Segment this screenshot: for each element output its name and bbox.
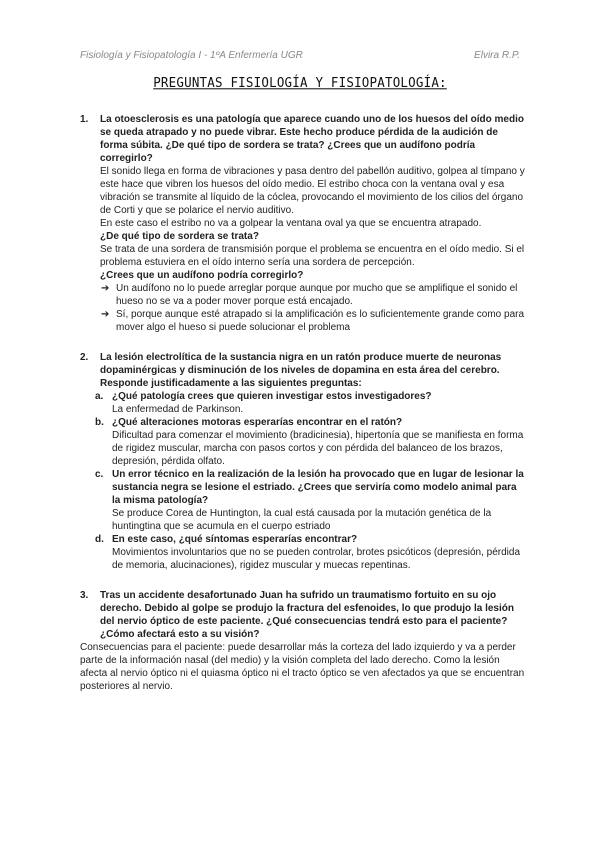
question-number: 2. <box>80 352 89 363</box>
subquestion-text: ¿Qué alteraciones motoras esperarías encontrar en el ratón? <box>112 417 403 428</box>
bullet-item <box>100 282 526 308</box>
question-3 <box>80 589 526 641</box>
question-text: La lesión electrolítica de la sustancia nigra en un ratón produce muerte de neuronas dopaminérgicas y disminución de los niveles de dopamina en esta área del cerebro. Responde justificadamente a las siguientes preguntas: <box>100 352 502 389</box>
subquestion-d <box>80 533 526 572</box>
question-number: 1. <box>80 114 89 125</box>
answer-text: Movimientos involuntarios que no se pueden controlar, brotes psicóticos (depresión, pérdida de memoria, alucinaciones), rigidez muscular y muecas repentinas. <box>112 547 521 571</box>
subquestion-letter: d. <box>95 534 104 545</box>
subquestion-text: Un error técnico en la realización de la lesión ha provocado que en lugar de lesionar la sustancia negra se lesione el estriado. ¿Crees que serviría como modelo animal para la misma patología? <box>112 469 524 506</box>
subquestion-a <box>80 390 526 416</box>
subquestion-letter: a. <box>95 391 104 402</box>
subquestion-c <box>80 468 526 533</box>
header-author: Elvira R.P. <box>474 50 520 61</box>
subquestion-letter: b. <box>95 417 104 428</box>
page-title: PREGUNTAS FISIOLOGÍA Y FISIOPATOLOGÍA: <box>153 74 447 91</box>
question-1 <box>80 113 526 334</box>
subheading: ¿De qué tipo de sordera se trata? <box>100 231 259 242</box>
question-number: 3. <box>80 590 89 601</box>
bullet-text: Un audífono no lo puede arreglar porque aunque por mucho que se amplifique el sonido el hueso no se va a poder mover porque está encajado. <box>116 283 518 307</box>
question-text: La otoesclerosis es una patología que aparece cuando uno de los huesos del oído medio se queda atrapado y no puede vibrar. Este hecho produce pérdida de la audición de forma súbita. ¿De qué tipo de sordera se trata? ¿Crees que un audífono podría corregirlo? <box>100 114 524 164</box>
answer-text: Dificultad para comenzar el movimiento (bradicinesia), hipertonía que se manifiesta en forma de rigidez muscular, marcha con pasos cortos y con pérdida del balanceo de los brazos, depresión, pérdida olfato. <box>112 430 524 467</box>
answer-paragraph: En este caso el estribo no va a golpear la ventana oval ya que se encuentra atrapado. <box>100 218 482 229</box>
answer-paragraph: Consecuencias para el paciente: puede desarrollar más la corteza del lado izquierdo y va a perder parte de la información nasal (del medio) y la visión completa del lado derecho. Como la lesión afecta al nervio óptico ni el quiasma óptico ni el tracto óptico se ven afectados ya que se encuentran posteriores al nervio. <box>80 642 525 692</box>
subquestion-text: ¿Qué patología crees que quieren investigar estos investigadores? <box>112 391 432 402</box>
document-body <box>80 113 526 693</box>
header-course: Fisiología y Fisiopatología I - 1ºA Enfermería UGR <box>80 50 303 61</box>
question-2 <box>80 351 526 390</box>
subheading: ¿Crees que un audífono podría corregirlo? <box>100 270 304 281</box>
subquestion-b <box>80 416 526 468</box>
arrow-icon: ➔ <box>101 283 110 294</box>
page-header <box>80 50 520 61</box>
arrow-icon: ➔ <box>101 309 110 320</box>
bullet-text: Sí, porque aunque esté atrapado si la amplificación es lo suficientemente grande como para mover algo el hueso si puede solucionar el problema <box>116 309 525 333</box>
answer-text: Se produce Corea de Huntington, la cual está causada por la mutación genética de la huntingtina que se acumula en el cuerpo estriado <box>112 508 492 532</box>
subquestion-text: En este caso, ¿qué síntomas esperarías encontrar? <box>112 534 358 545</box>
bullet-item <box>100 308 526 334</box>
subquestion-letter: c. <box>95 469 104 480</box>
question-text: Tras un accidente desafortunado Juan ha sufrido un traumatismo fortuito en su ojo derecho. Debido al golpe se produjo la fractura del esfenoides, lo que produjo la lesión del nervio óptico de este paciente. ¿Qué consecuencias tendrá esto para el paciente? ¿Cómo afectará esto a su visión? <box>100 590 514 640</box>
answer-text: La enfermedad de Parkinson. <box>112 404 244 415</box>
answer-paragraph: El sonido llega en forma de vibraciones y pasa dentro del pabellón auditivo, golpea al tímpano y este hace que vibren los huesos del oído medio. El estribo choca con la ventana oval y esa vibración se transmite al líquido de la cóclea, provocando el movimiento de los cilios del órgano de Corti y que se polarice el nervio auditivo. <box>100 166 525 216</box>
answer-paragraph: Se trata de una sordera de transmisión porque el problema se encuentra en el oído medio. Si el problema estuviera en el oído interno sería una sordera de percepción. <box>100 244 525 268</box>
